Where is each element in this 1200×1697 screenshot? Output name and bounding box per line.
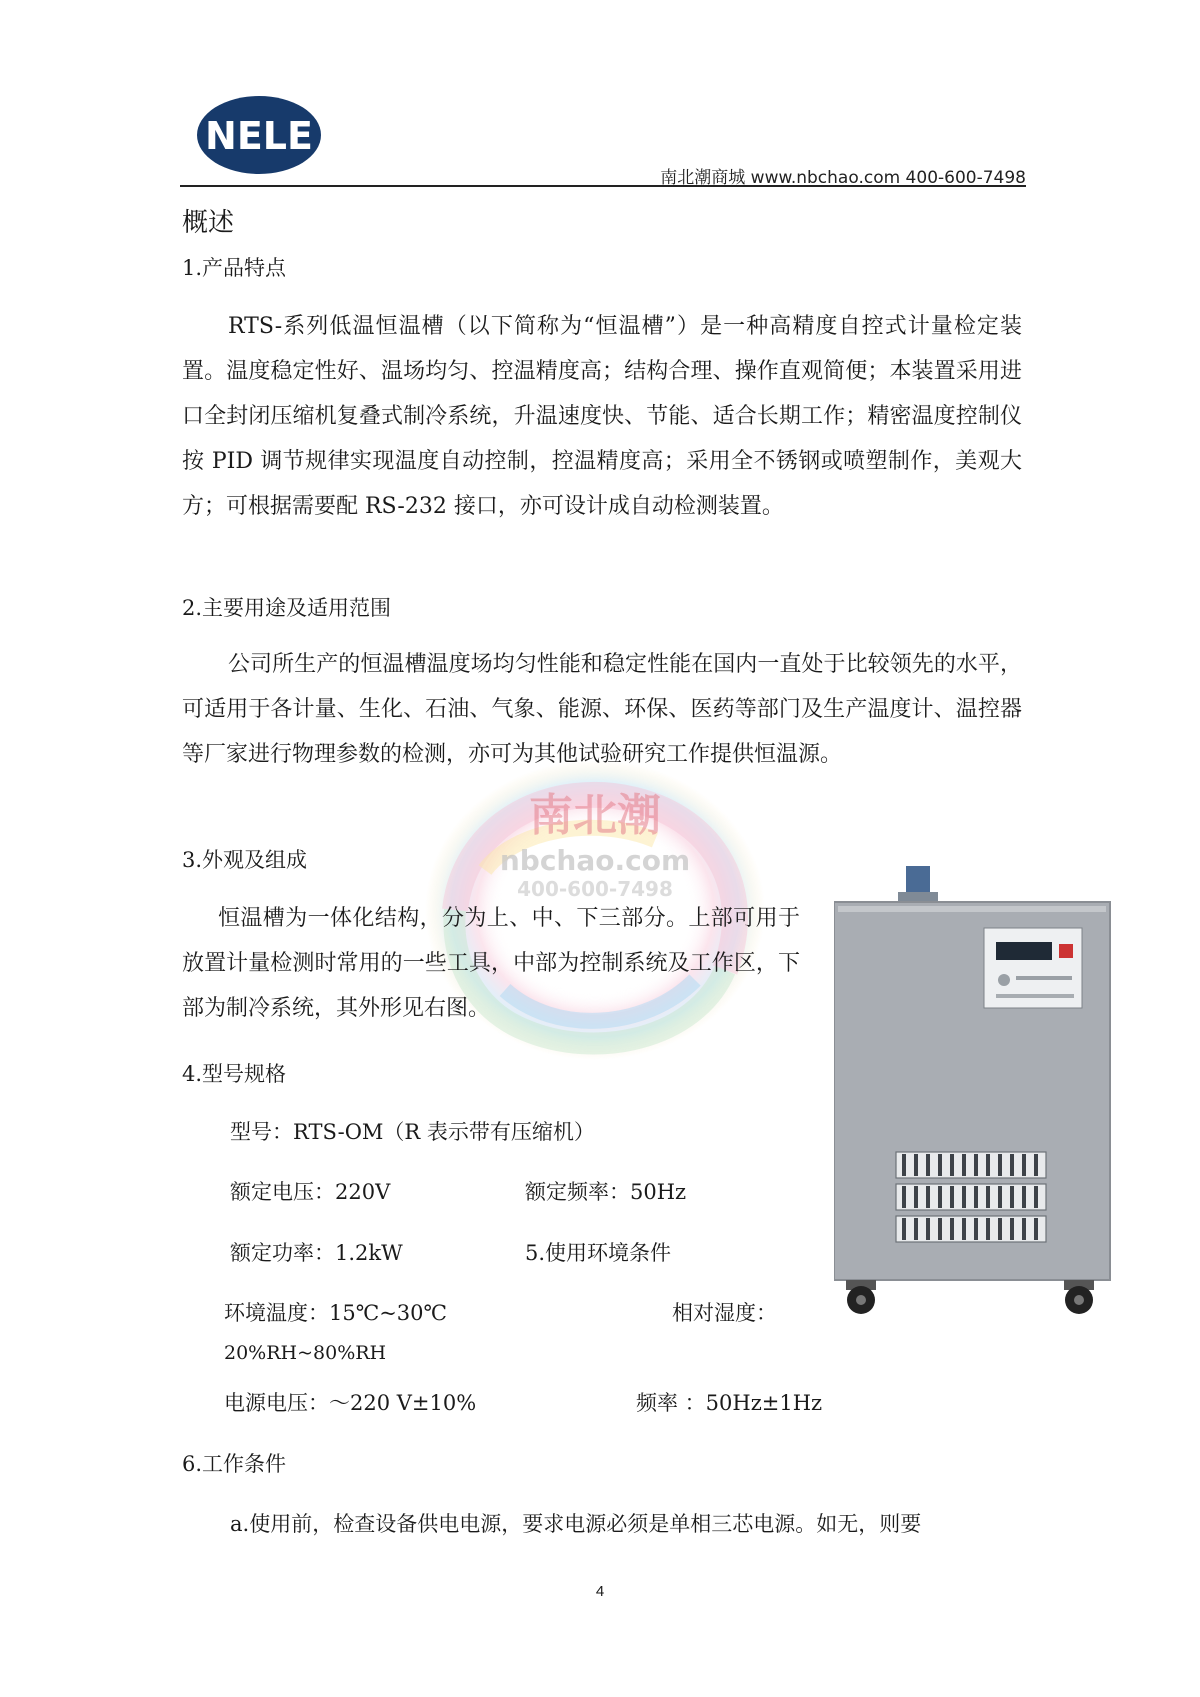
watermark-phone: 400-600-7498	[517, 877, 673, 901]
thermostat-bath-image	[834, 866, 1114, 1320]
section-3-body: 恒温槽为一体化结构，分为上、中、下三部分。上部可用于放置计量检测时常用的一些工具，中部为控制系统及工作区，下部为制冷系统，其外形见右图。	[182, 906, 800, 1021]
nele-logo	[196, 95, 322, 175]
section-2-title: 2.主要用途及适用范围	[182, 596, 392, 620]
page-title: 概述	[182, 208, 235, 238]
watermark-domain: nbchao.com	[499, 844, 691, 877]
spec-voltage: 额定电压：220V	[230, 1180, 391, 1204]
watermark-brand: 南北潮	[529, 790, 661, 841]
section-1-title: 1.产品特点	[182, 256, 287, 280]
page-number: 4	[595, 1583, 605, 1600]
spec-model: 型号：RTS-OM（R 表示带有压缩机）	[230, 1120, 595, 1144]
section-3-title: 3.外观及组成	[182, 848, 308, 872]
spec-frequency: 额定频率：50Hz	[525, 1180, 687, 1204]
section-1-body: RTS-系列低温恒温槽（以下简称为“恒温槽”）是一种高精度自控式计量检定装置。温度稳定性好、温场均匀、控温精度高；结构合理、操作直观简便；本装置采用进口全封闭压缩机复叠式制冷系统，升温速度快、节能、适合长期工作；精密温度控制仪按 PID 调节规律实现温度自动控制，控温精度高；采用全不锈钢或喷塑制作，美观大方；可根据需要配 RS-232 接口，亦可设计成自动检测装置。	[182, 314, 1022, 519]
section-5-title: 5.使用环境条件	[525, 1241, 672, 1265]
section-2-body: 公司所生产的恒温槽温度场均匀性能和稳定性能在国内一直处于比较领先的水平，可适用于各计量、生化、石油、气象、能源、环保、医药等部门及生产温度计、温控器等厂家进行物理参数的检测，亦可为其他试验研究工作提供恒温源。	[182, 652, 1022, 767]
section-6-title: 6.工作条件	[182, 1452, 287, 1476]
section-4-title: 4.型号规格	[182, 1062, 287, 1086]
env-humidity-label: 相对湿度：	[672, 1301, 777, 1325]
env-supply-voltage: 电源电压：～220 V±10%	[224, 1391, 477, 1415]
env-temperature: 环境温度：15℃~30℃	[224, 1301, 448, 1325]
header-site-text: 南北潮商城 www.nbchao.com 400-600-7498	[660, 168, 1026, 188]
header-divider	[180, 185, 1026, 187]
logo-text: NELE	[205, 114, 313, 158]
env-humidity-value: 20%RH~80%RH	[224, 1342, 387, 1364]
section-6-item-a: a.使用前，检查设备供电电源，要求电源必须是单相三芯电源。如无，则要	[230, 1512, 922, 1536]
spec-power: 额定功率：1.2kW	[230, 1241, 403, 1265]
env-supply-frequency: 频率 ：50Hz±1Hz	[636, 1391, 823, 1415]
